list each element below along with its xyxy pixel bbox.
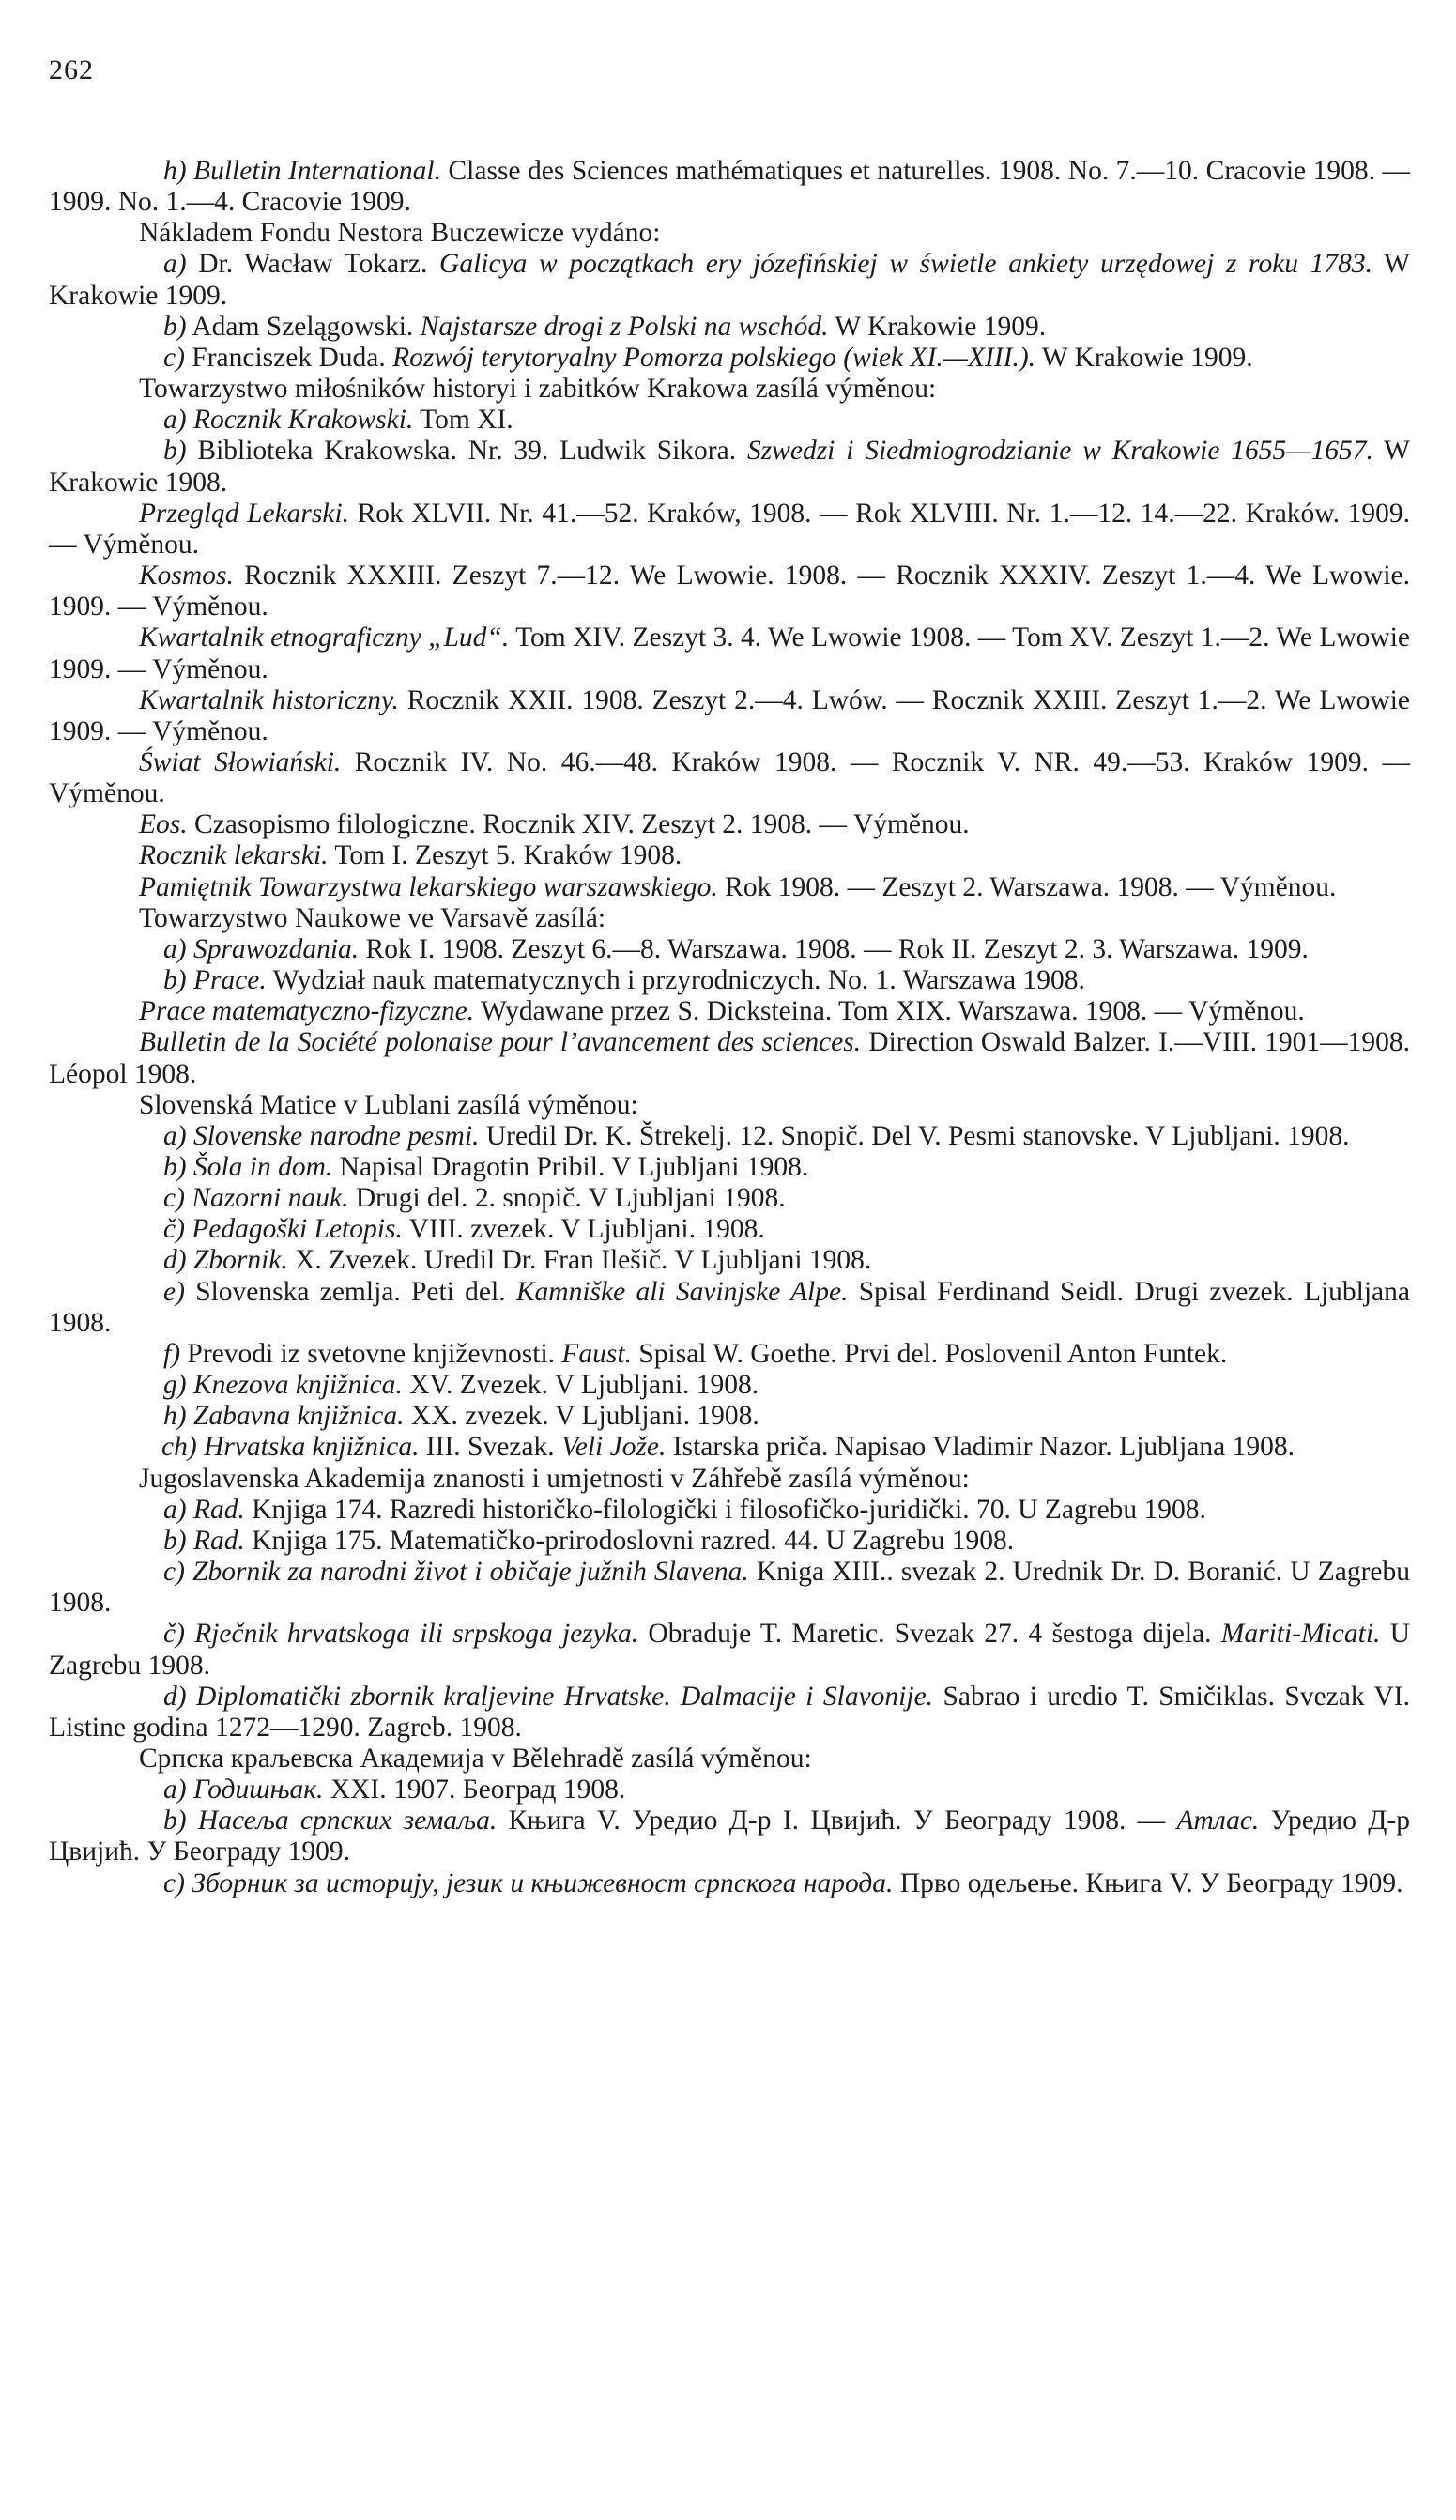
text-paragraph (49, 1152, 1410, 1183)
text-paragraph (49, 934, 1410, 965)
italic-text: c) Зборник за историју, језик и књижевност српскога народа. (163, 1867, 894, 1898)
text-paragraph (49, 374, 1410, 405)
page-body-text (49, 156, 1410, 1899)
italic-text: b) Šola in dom. (163, 1152, 333, 1182)
text-paragraph (49, 561, 1410, 622)
text-run: Uredil Dr. K. Štrekelj. 12. Snopič. Del V. Pesmi stanovske. V Ljubljani. 1908. (479, 1120, 1350, 1151)
text-run: X. Zvezek. Uredil Dr. Fran Ilešič. V Ljubljani 1908. (287, 1245, 872, 1276)
italic-text: a) Rocznik Krakowski. (163, 405, 414, 436)
text-run: Tom XIV. Zeszyt 3. 4. We Lwowie 1908. — Tom XV. Zeszyt 1.—2. We Lwowie 1909. — Výměnou. (49, 622, 1410, 684)
italic-text: c) (163, 342, 185, 373)
italic-text: Najstarsze drogi z Polski na wschód. (420, 311, 829, 342)
italic-text: Rozwój terytoryalny Pomorza polskiego (wiek XI.—XIII.). (392, 342, 1036, 373)
italic-text: b) (163, 311, 187, 342)
text-run: Tom XI. (413, 405, 513, 436)
italic-text: Szwedzi i Siedmiogrodzianie w Krakowie 1655—1657. (746, 436, 1373, 467)
italic-text: Pamiętnik Towarzystwa lekarskiego warszawskiego. (139, 871, 718, 902)
text-run: Wydawane przez S. Dicksteina. Tom XIX. Warszawa. 1908. — Výměnou. (474, 996, 1305, 1027)
text-paragraph (49, 1183, 1410, 1214)
text-run: Tom I. Zeszyt 5. Kraków 1908. (328, 840, 682, 871)
text-paragraph (49, 1495, 1410, 1526)
italic-text: Rocznik lekarski. (139, 840, 329, 871)
text-paragraph (49, 1214, 1410, 1245)
text-run: W Krakowie 1909. (49, 249, 1410, 311)
text-run: Spisal Ferdinand Seidl. Drugi zvezek. Ljubljana 1908. (49, 1276, 1410, 1338)
text-run: Obraduje T. Maretic. Svezak 27. 4 šestoga dijela. (638, 1619, 1221, 1650)
text-run: Classe des Sciences mathématiques et naturelles. 1908. No. 7.—10. Cracovie 1908. — 1909. No. 1.—4. Cracovie 1909. (49, 156, 1410, 218)
text-run: Rocznik XXII. 1908. Zeszyt 2.—4. Lwów. — Rocznik XXIII. Zeszyt 1.—2. We Lwowie 1909. — Výměnou. (49, 684, 1410, 746)
text-paragraph (49, 1339, 1410, 1370)
text-paragraph (49, 1775, 1410, 1805)
text-run: Sabrao i uredio T. Smičiklas. Svezak VI. Listine godina 1272—1290. Zagreb. 1908. (49, 1681, 1410, 1743)
text-paragraph (49, 499, 1410, 561)
text-paragraph (49, 903, 1410, 934)
text-run: XV. Zvezek. V Ljubljani. 1908. (402, 1370, 759, 1401)
text-run: W Krakowie 1908. (49, 436, 1411, 498)
text-run: Nákladem Fondu Nestora Buczewicze vydáno: (139, 218, 661, 249)
italic-text: Świat Słowiański. (139, 746, 342, 777)
text-paragraph (49, 1805, 1410, 1867)
italic-text: b) Rad. (163, 1525, 245, 1556)
text-run: W Krakowie 1909. (1035, 342, 1253, 373)
italic-text: d) Diplomatički zbornik kraljevine Hrvatske. Dalmacije i Slavonije. (163, 1681, 934, 1712)
italic-text: ch) Hrvatska knjižnica. (161, 1432, 420, 1463)
text-paragraph (49, 840, 1410, 871)
text-paragraph (49, 1526, 1410, 1557)
text-paragraph (49, 1868, 1410, 1899)
text-run: Knjiga 174. Razredi historičko-filologički i filosofičko-juridički. 70. U Zagrebu 1908. (244, 1494, 1206, 1525)
text-paragraph (49, 343, 1410, 374)
italic-text: g) Knezova knjižnica. (163, 1370, 403, 1401)
text-run: Knjiga 175. Matematičko-prirodoslovni razred. 44. U Zagrebu 1908. (244, 1525, 1015, 1556)
text-paragraph (49, 1682, 1410, 1744)
text-run: Slovenská Matice v Lublani zasílá výměnou: (139, 1089, 638, 1120)
text-run: Czasopismo filologiczne. Rocznik XIV. Zeszyt 2. 1908. — Výměnou. (187, 809, 970, 840)
text-run: Српска краљевска Академија v Bělehradě zasílá výměnou: (139, 1743, 812, 1774)
text-run: Direction Oswald Balzer. I.—VIII. 1901—1908. Léopol 1908. (49, 1027, 1410, 1089)
text-paragraph (49, 218, 1410, 249)
text-paragraph (49, 1744, 1410, 1775)
italic-text: c) Nazorni nauk. (163, 1183, 349, 1214)
italic-text: f) (163, 1338, 181, 1369)
text-paragraph (49, 1557, 1410, 1619)
text-paragraph (49, 312, 1410, 343)
text-run: Wydział nauk matematycznych i przyrodniczych. No. 1. Warszawa 1908. (266, 965, 1085, 996)
text-run: Jugoslavenska Akademija znanosti i umjetnosti v Záhřebě zasílá výměnou: (139, 1463, 970, 1494)
text-paragraph (49, 996, 1410, 1027)
text-run: U Zagrebu 1908. (49, 1619, 1410, 1681)
text-paragraph (49, 622, 1410, 684)
italic-text: h) Bulletin International. (163, 156, 442, 186)
text-run: W Krakowie 1909. (828, 311, 1047, 342)
italic-text: Eos. (139, 809, 188, 840)
text-run: Уредио Д-р Цвијић. У Београду 1909. (49, 1805, 1410, 1867)
text-run: Rok XLVII. Nr. 41.—52. Kraków, 1908. — Rok XLVIII. Nr. 1.—12. 14.—22. Kraków. 1909. — Výměnou. (49, 498, 1410, 560)
italic-text: č) Rječnik hrvatskoga ili srpskoga jezyka. (163, 1619, 639, 1650)
text-run: Dr. Wacław Tokarz. (186, 249, 440, 280)
text-run: Rok 1908. — Zeszyt 2. Warszawa. 1908. — Výměnou. (717, 871, 1337, 902)
text-run: III. Svezak. (419, 1432, 561, 1463)
text-paragraph (49, 405, 1410, 436)
italic-text: Kamniške ali Savinjske Alpe. (515, 1276, 849, 1307)
italic-text: b) Насеља српских земаља. (163, 1805, 498, 1836)
italic-text: a) Rad. (163, 1494, 245, 1525)
text-run: VIII. zvezek. V Ljubljani. 1908. (402, 1214, 765, 1245)
italic-text: a) Slovenske narodne pesmi. (163, 1120, 480, 1151)
text-paragraph (49, 249, 1410, 311)
text-run: Прво одељење. Књига V. У Београду 1909. (893, 1867, 1403, 1898)
text-paragraph (49, 1432, 1410, 1463)
text-run: XXI. 1907. Београд 1908. (323, 1775, 626, 1805)
text-run: XX. zvezek. V Ljubljani. 1908. (404, 1401, 759, 1432)
text-run: Franciszek Duda. (184, 342, 393, 373)
italic-text: c) Zbornik za narodni život i običaje južnih Slavena. (163, 1557, 749, 1588)
text-run: Drugi del. 2. snopič. V Ljubljani 1908. (348, 1183, 786, 1214)
italic-text: č) Pedagoški Letopis. (163, 1214, 403, 1245)
italic-text: a) Sprawozdania. (163, 933, 360, 964)
text-paragraph (49, 1619, 1410, 1681)
italic-text: Атлас. (1176, 1805, 1260, 1836)
italic-text: Veli Jože. (561, 1432, 667, 1463)
italic-text: Kwartalnik etnograficzny „Lud“. (139, 622, 510, 653)
italic-text: d) Zbornik. (163, 1245, 288, 1276)
text-run: Towarzystwo miłośników historyi i zabitków Krakowa zasílá výměnou: (139, 374, 937, 405)
text-paragraph (49, 809, 1410, 840)
text-paragraph (49, 1027, 1410, 1089)
text-run: Towarzystwo Naukowe ve Varsavě zasílá: (139, 902, 606, 933)
italic-text: h) Zabavna knjižnica. (163, 1401, 405, 1432)
text-run: Napisal Dragotin Pribil. V Ljubljani 1908. (332, 1152, 809, 1182)
italic-text: Kwartalnik historiczny. (139, 684, 399, 715)
italic-text: Kosmos. (139, 561, 234, 592)
text-paragraph (49, 1370, 1410, 1401)
italic-text: Bulletin de la Société polonaise pour l’avancement des sciences. (139, 1027, 862, 1058)
text-run: Slovenska zemlja. Peti del. (184, 1276, 516, 1307)
italic-text: Galicya w początkach ery józefińskiej w świetle ankiety urzędowej z roku 1783. (439, 249, 1373, 280)
text-run: Rocznik IV. No. 46.—48. Kraków 1908. — Rocznik V. NR. 49.—53. Kraków 1909. — Výměnou. (49, 746, 1410, 809)
text-run: Prevodi iz svetovne književnosti. (180, 1338, 562, 1369)
text-run: Kniga XIII.. svezak 2. Urednik Dr. D. Boranić. U Zagrebu 1908. (49, 1557, 1410, 1619)
text-run: Књига V. Уредио Д-р I. Цвијић. У Београду 1908. — (497, 1805, 1177, 1836)
text-run: Adam Szelągowski. (186, 311, 421, 342)
text-paragraph (49, 685, 1410, 747)
text-run: Biblioteka Krakowska. Nr. 39. Ludwik Sikora. (186, 436, 747, 467)
italic-text: a) (163, 249, 187, 280)
italic-text: b) Prace. (163, 965, 267, 996)
text-paragraph (49, 747, 1410, 809)
text-run: Rok I. 1908. Zeszyt 6.—8. Warszawa. 1908. — Rok II. Zeszyt 2. 3. Warszawa. 1909. (359, 933, 1309, 964)
text-paragraph (49, 872, 1410, 903)
italic-text: a) Годишњак. (163, 1775, 324, 1805)
text-paragraph (49, 156, 1410, 218)
italic-text: Przegląd Lekarski. (139, 498, 350, 529)
italic-text: Mariti-Micati. (1220, 1619, 1381, 1650)
text-paragraph (49, 1090, 1410, 1121)
text-paragraph (49, 1401, 1410, 1432)
text-paragraph (49, 1464, 1410, 1495)
text-paragraph (49, 1245, 1410, 1276)
text-run: Rocznik XXXIII. Zeszyt 7.—12. We Lwowie. 1908. — Rocznik XXXIV. Zeszyt 1.—4. We Lwowie. 1909. — Výměnou. (49, 561, 1410, 622)
text-paragraph (49, 1121, 1410, 1152)
italic-text: e) (163, 1276, 185, 1307)
italic-text: Prace matematyczno-fizyczne. (139, 996, 475, 1027)
text-paragraph (49, 1277, 1410, 1339)
text-run: Istarska priča. Napisao Vladimir Nazor. Ljubljana 1908. (666, 1432, 1295, 1463)
italic-text: Faust. (561, 1338, 632, 1369)
italic-text: b) (163, 436, 187, 467)
text-paragraph (49, 436, 1410, 498)
text-run: Spisal W. Goethe. Prvi del. Poslovenil Anton Funtek. (631, 1338, 1228, 1369)
page-number: 262 (49, 54, 94, 85)
text-paragraph (49, 965, 1410, 996)
